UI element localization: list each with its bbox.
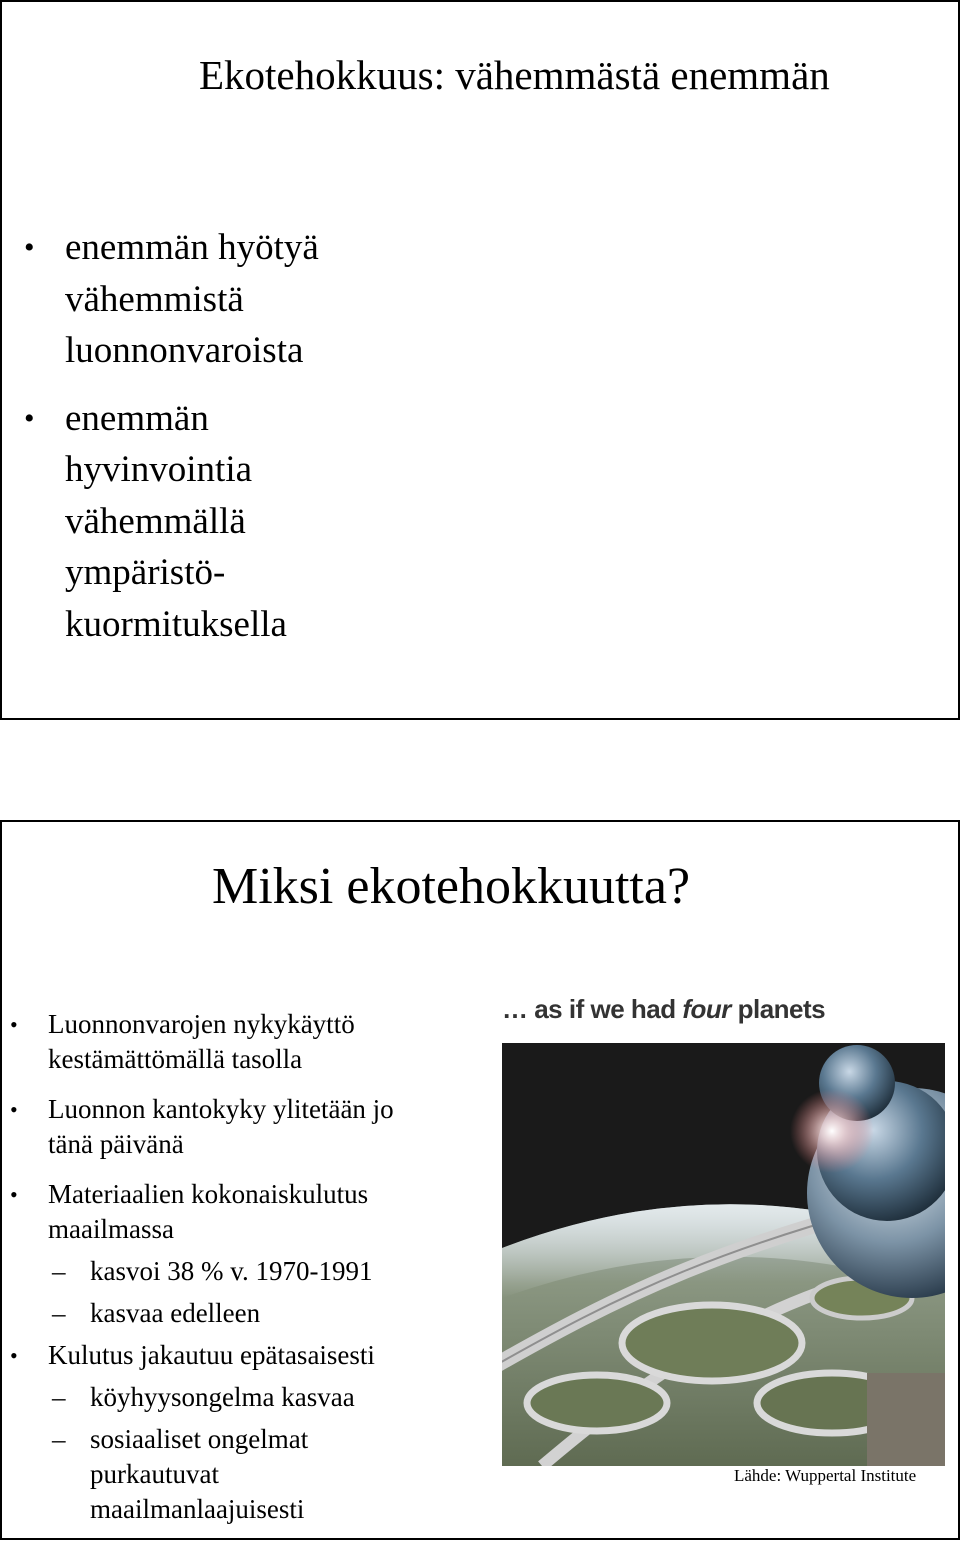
bullet-item [24,393,464,651]
sub-bullet-item [10,1422,490,1527]
sub-bullet-item [10,1254,490,1289]
dash-icon: – [52,1298,66,1328]
caption-prefix: … as if we had [502,994,683,1024]
slide-1-title: Ekotehokkuus: vähemmästä enemmän [199,52,830,98]
bullet-item [10,1092,490,1162]
sub-bullet-line: purkautuvat [90,1459,219,1489]
bullet-line: Luonnonvarojen nykykäyttö [48,1009,355,1039]
bullet-icon: • [24,231,35,264]
bullet-line: ympäristö- [65,552,226,593]
planets-over-highway-illustration [502,1043,945,1466]
image-caption [502,994,825,1025]
bullet-item [10,1177,490,1247]
bullet-icon: • [24,401,35,435]
dash-icon: – [52,1424,66,1454]
sub-bullet-line: köyhyysongelma kasvaa [90,1382,355,1412]
slide-1 [0,0,960,720]
sub-bullet-line: sosiaaliset ongelmat [90,1424,309,1454]
caption-suffix: planets [730,994,826,1024]
bullet-line: vähemmällä [65,500,246,542]
bullet-line: kestämättömällä tasolla [48,1044,303,1074]
bullet-line: kuormituksella [65,603,287,645]
bullet-icon: • [10,1182,18,1207]
sub-bullet-item [10,1380,490,1415]
bullet-line: tänä päivänä [48,1129,184,1159]
bullet-icon: • [10,1097,18,1122]
image-source: Lähde: Wuppertal Institute [734,1466,917,1485]
bullet-icon: • [10,1343,18,1368]
bullet-line: maailmassa [48,1214,174,1244]
sub-bullet-item [10,1296,490,1331]
bullet-icon: • [10,1012,18,1037]
bullet-line: luonnonvaroista [65,330,304,371]
sub-bullet-line: kasvaa edelleen [90,1298,261,1328]
bullet-line: hyvinvointia [65,449,253,490]
slide-1-bullet-list [24,222,464,666]
bullet-line: Materiaalien kokonaiskulutus [48,1179,369,1209]
slide-2 [0,820,960,1540]
bullet-line: enemmän [65,397,209,439]
bullet-line: Luonnon kantokyky ylitetään jo [48,1094,394,1124]
bullet-line: enemmän hyötyä [65,227,319,268]
highway-planets-photo [502,1043,945,1466]
slide-2-title: Miksi ekotehokkuutta? [212,858,691,915]
caption-emphasis: four [682,994,731,1024]
dash-icon: – [52,1382,66,1412]
bullet-item [10,1007,490,1077]
bullet-item [24,222,464,377]
sub-bullet-line: maailmanlaajuisesti [90,1494,305,1524]
dash-icon: – [52,1256,66,1286]
slide-2-bullet-list [10,1007,490,1534]
sub-bullet-line: kasvoi 38 % v. 1970-1991 [90,1256,373,1286]
bullet-line: Kulutus jakautuu epätasaisesti [48,1340,375,1370]
bullet-item [10,1338,490,1373]
bullet-line: vähemmistä [65,278,244,320]
